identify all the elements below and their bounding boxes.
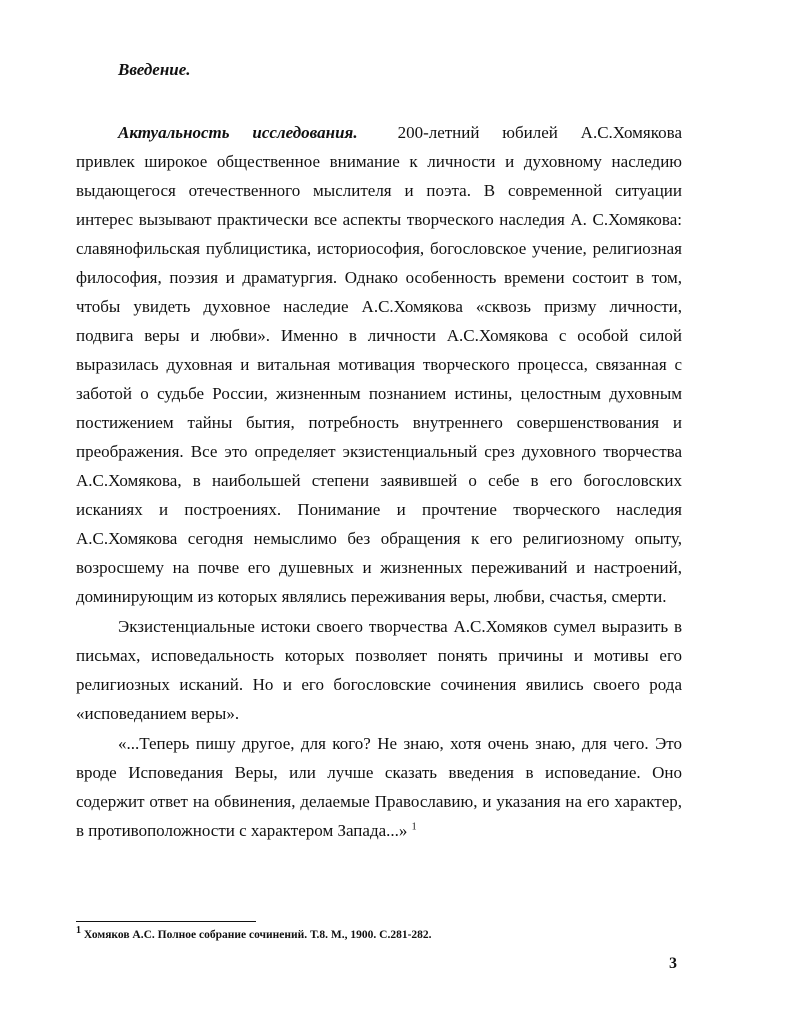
paragraph-relevance	[76, 118, 682, 611]
section-heading: Введение.	[118, 60, 191, 79]
page-number: 3	[669, 955, 677, 972]
footnote-divider	[76, 921, 256, 922]
body-text	[76, 118, 682, 845]
quote-paragraph	[76, 729, 682, 845]
footnote	[76, 925, 432, 941]
footnote-reference: 1	[411, 821, 417, 833]
quote-text: «...Теперь пишу другое, для кого? Не знаю, хотя очень знаю, для чего. Это вроде Исповедания Веры, или лучше сказать введения в исповедание. Оно содержит ответ на обвинения, делаемые Православию, и указания на его характер, в противоположности с характером Запада...»	[76, 734, 682, 840]
footnote-marker: 1	[76, 925, 81, 937]
relevance-label: Актуальность исследования.	[118, 123, 358, 142]
footnote-text: Хомяков А.С. Полное собрание сочинений. Т.8. М., 1900. С.281-282.	[83, 929, 432, 941]
relevance-text: 200-летний юбилей А.С.Хомякова привлек широкое общественное внимание к личности и духовному наследию выдающегося отечественного мыслителя и поэта. В современной ситуации интерес вызывают практически все аспекты творческого наследия А. С.Хомякова: славянофильская публицистика, историософия, богословское учение, религиозная философия, поэзия и драматургия. Однако особенность времени состоит в том, чтобы увидеть духовное наследие А.С.Хомякова «сквозь призму личности, подвига веры и любви». Именно в личности А.С.Хомякова с особой силой выразилась духовная и витальная мотивация творческого процесса, связанная с заботой о судьбе России, жизненным познанием истины, целостным духовным постижением тайны бытия, потребность внутреннего совершенствования и преображения. Все это определяет экзистенциальный срез духовного творчества А.С.Хомякова, в наибольшей степени заявившей о себе в его богословских исканиях и построениях. Понимание и прочтение творческого наследия А.С.Хомякова сегодня немыслимо без обращения к его религиозному опыту, возросшему на почве его душевных и жизненных переживаний и настроений, доминирующим из которых являлись переживания веры, любви, счастья, смерти.	[76, 123, 682, 606]
paragraph-existential: Экзистенциальные истоки своего творчества А.С.Хомяков сумел выразить в письмах, исповедальность которых позволяет понять причины и мотивы его религиозных исканий. Но и его богословские сочинения явились своего рода «исповеданием веры».	[76, 617, 682, 723]
